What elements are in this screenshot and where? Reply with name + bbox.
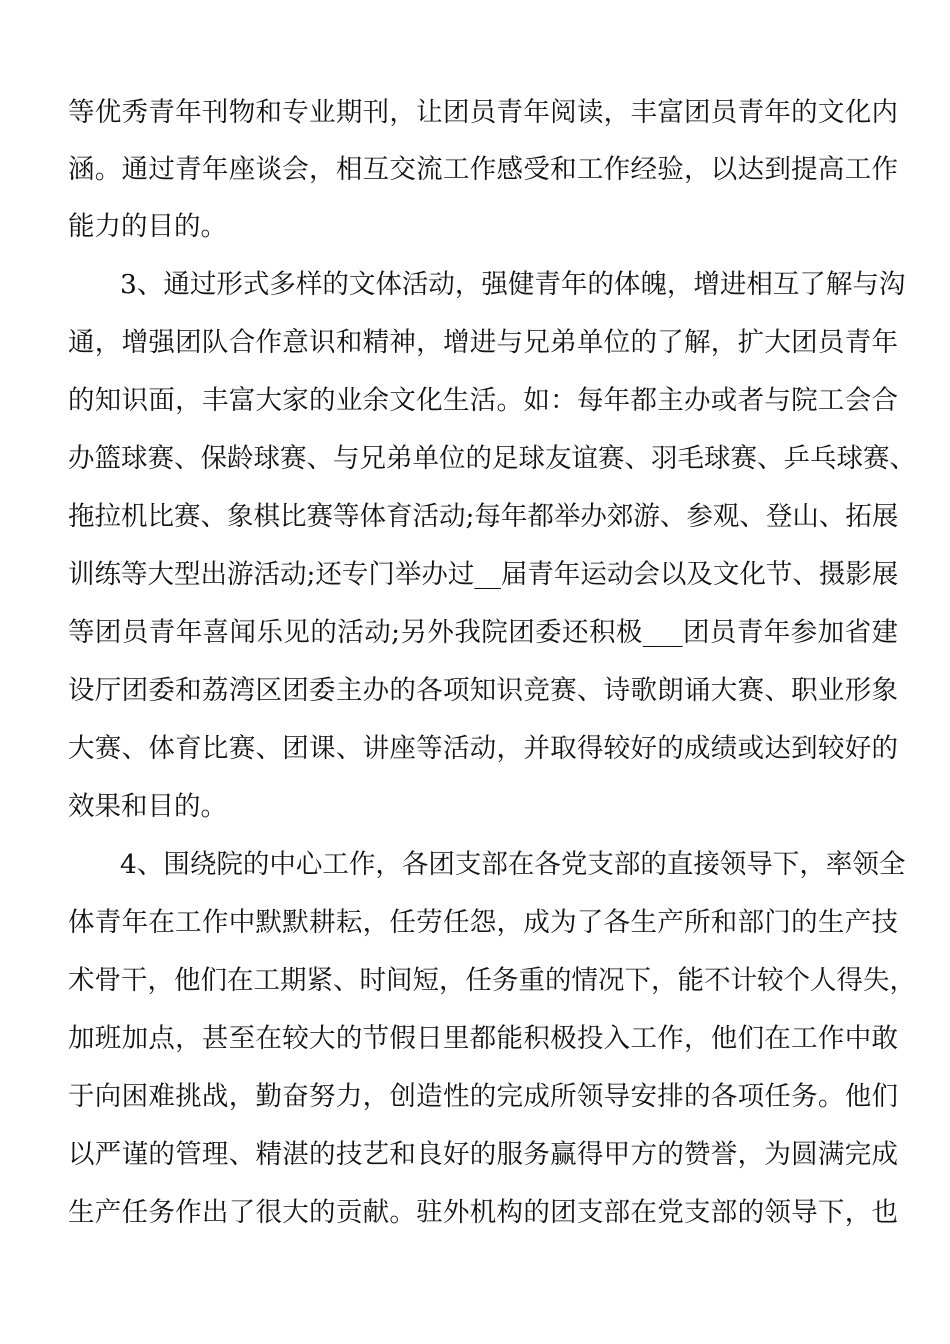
- text-line: 体青年在工作中默默耕耘，任劳任怨，成为了各生产所和部门的生产技: [68, 907, 898, 938]
- text-line: 涵。通过青年座谈会，相互交流工作感受和工作经验，以达到提高工作: [68, 154, 898, 185]
- text-line: 能力的目的。: [68, 211, 227, 242]
- text-line: 拖拉机比赛、象棋比赛等体育活动;每年都举办郊游、参观、登山、拓展: [68, 501, 899, 532]
- text-line: 的知识面，丰富大家的业余文化生活。如：每年都主办或者与院工会合: [68, 385, 898, 416]
- text-line: 生产任务作出了很大的贡献。驻外机构的团支部在党支部的领导下，也: [68, 1197, 898, 1228]
- text-line: 等优秀青年刊物和专业期刊，让团员青年阅读，丰富团员青年的文化内: [68, 97, 898, 128]
- text-line: 加班加点，甚至在较大的节假日里都能积极投入工作，他们在工作中敢: [68, 1023, 898, 1054]
- text-line: 办篮球赛、保龄球赛、与兄弟单位的足球友谊赛、羽毛球赛、乒乓球赛、: [68, 443, 916, 474]
- text-line: 大赛、体育比赛、团课、讲座等活动，并取得较好的成绩或达到较好的: [68, 733, 898, 764]
- text-line: 通，增强团队合作意识和精神，增进与兄弟单位的了解，扩大团员青年: [68, 327, 898, 358]
- text-line: 以严谨的管理、精湛的技艺和良好的服务赢得甲方的赞誉，为圆满完成: [68, 1139, 898, 1170]
- text-line: 效果和目的。: [68, 791, 227, 822]
- text-line: 训练等大型出游活动;还专门举办过__届青年运动会以及文化节、摄影展: [68, 559, 899, 590]
- text-line: 3、通过形式多样的文体活动，强健青年的体魄，增进相互了解与沟: [120, 269, 906, 300]
- text-line: 于向困难挑战，勤奋努力，创造性的完成所领导安排的各项任务。他们: [68, 1081, 898, 1112]
- text-line: 设厅团委和荔湾区团委主办的各项知识竞赛、诗歌朗诵大赛、职业形象: [68, 675, 898, 706]
- text-line: 术骨干，他们在工期紧、时间短，任务重的情况下，能不计较个人得失，: [68, 965, 916, 996]
- text-line: 4、围绕院的中心工作，各团支部在各党支部的直接领导下，率领全: [120, 849, 906, 880]
- text-line: 等团员青年喜闻乐见的活动;另外我院团委还积极___团员青年参加省建: [68, 617, 898, 648]
